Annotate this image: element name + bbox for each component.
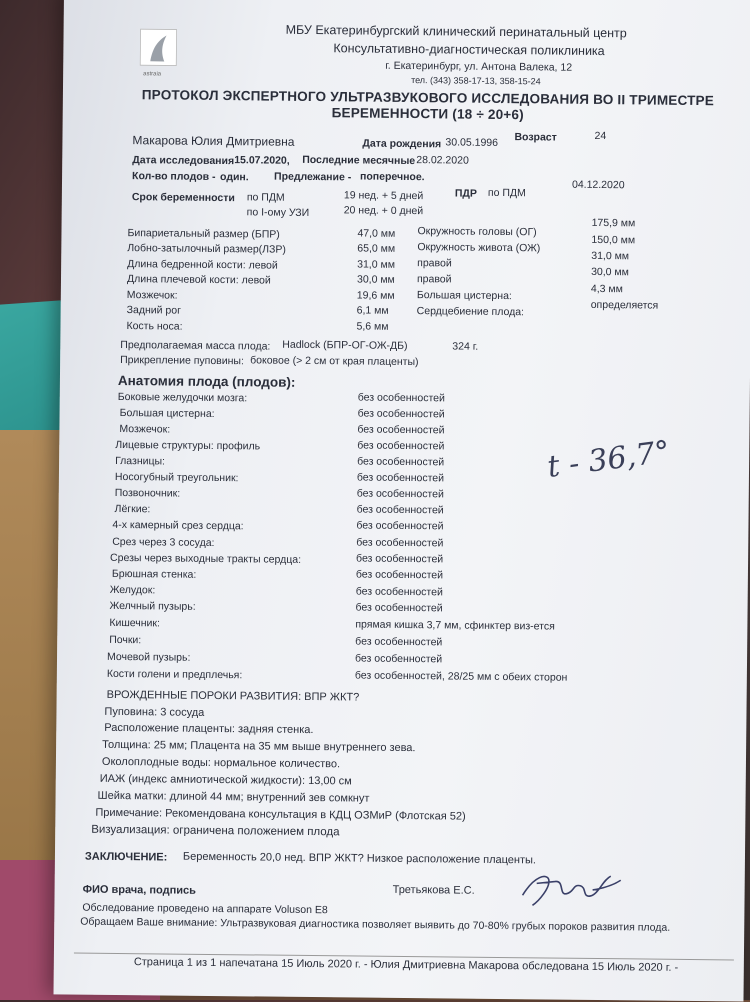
bio-left-label: Длина плечевой кости: левой — [126, 273, 271, 287]
astraia-logo-icon — [138, 27, 178, 67]
finding-line: Околоплодные воды: нормальное количество. — [101, 755, 341, 771]
finding-line: Толщина: 25 мм; Плацента на 35 мм выше внутреннего зева. — [102, 738, 416, 755]
lmp-label: Последние месячные — [302, 153, 416, 168]
bio-right-label: правой — [416, 273, 452, 286]
bio-left-label: Длина бедренной кости: левой — [127, 258, 278, 272]
presentation-value: поперечное. — [360, 170, 425, 184]
anatomy-value: без особенностей — [356, 487, 444, 501]
bio-left-value: 5,6 мм — [356, 320, 389, 333]
bio-left-value: 47,0 мм — [357, 227, 396, 240]
conclusion-text: Беременность 20,0 нед. ВПР ЖКТ? Низкое расположение плаценты. — [182, 850, 537, 867]
bio-right-label: Сердцебиение плода: — [416, 305, 525, 319]
patient-name: Макарова Юлия Дмитриевна — [132, 133, 295, 149]
anatomy-label: Большая цистерна: — [119, 406, 215, 420]
finding-line: Примечание: Рекомендована консультация в КДЦ ОЗМиР (Флотская 52) — [95, 806, 466, 823]
bio-right-value: 175,9 мм — [591, 216, 636, 230]
bio-left-label: Мозжечок: — [126, 289, 178, 302]
term-us-value: 20 нед. + 0 дней — [343, 204, 424, 218]
handwritten-temperature: t - 36,7° — [545, 434, 672, 485]
bio-left-value: 31,0 мм — [357, 258, 396, 271]
org-address: г. Екатеринбург, ул. Антона Валека, 12 — [385, 59, 573, 74]
bio-left-value: 65,0 мм — [357, 242, 396, 255]
anatomy-value: без особенностей — [357, 391, 445, 405]
bio-right-value: 30,0 мм — [591, 265, 629, 279]
anatomy-label: Срез через 3 сосуда: — [112, 535, 215, 549]
finding-line: Расположение плаценты: задняя стенка. — [104, 721, 314, 737]
anatomy-value: без особенностей — [355, 568, 444, 582]
bio-right-value: 4,3 мм — [590, 282, 623, 296]
anatomy-label: Позвоночник: — [114, 486, 181, 500]
anatomy-heading: Анатомия плода (плодов): — [117, 372, 296, 390]
anatomy-value: без особенностей — [355, 601, 443, 615]
bio-right-label: Окружность живота (ОЖ) — [417, 241, 541, 255]
anatomy-label: Желудок: — [109, 583, 156, 597]
anatomy-value: без особенностей — [356, 471, 445, 485]
fetus-label: Кол-во плодов - — [132, 170, 216, 183]
anatomy-label: Срезы через выходные тракты сердца: — [110, 551, 302, 566]
age-label: Возраст — [514, 131, 557, 144]
page-footer: Страница 1 из 1 напечатана 15 Июль 2020 г. - Юлия Дмитриевна Макарова обследована 15 Июль 2020 г. - — [133, 956, 679, 974]
bio-right-value: 150,0 мм — [591, 233, 636, 247]
anatomy-value: без особенностей — [354, 652, 443, 666]
finding-line: Шейка матки: длиной 44 мм; внутренний зев сомкнут — [97, 789, 370, 805]
anatomy-value: без особенностей — [357, 455, 445, 469]
cord-value: боковое (> 2 см от края плаценты) — [250, 354, 419, 369]
page-title: ПРОТОКОЛ ЭКСПЕРТНОГО УЛЬТРАЗВУКОВОГО ИССЛЕДОВАНИЯ ВО II ТРИМЕСТРЕ БЕРЕМЕННОСТИ (18 ÷ 20+6) — [141, 87, 715, 123]
logo-text: astraia — [143, 71, 162, 78]
exam-date-value: 15.07.2020, — [234, 154, 290, 167]
term-label: Срок беременности — [131, 191, 235, 205]
anatomy-value: без особенностей — [356, 519, 444, 533]
bio-right-label: правой — [417, 257, 452, 270]
bio-left-label: Кость носа: — [126, 320, 183, 333]
edd-value: 04.12.2020 — [571, 178, 625, 192]
bio-left-label: Задний рог — [126, 304, 182, 317]
doctor-label: ФИО врача, подпись — [82, 883, 197, 897]
bio-right-label: Окружность головы (ОГ) — [417, 225, 537, 239]
dob-value: 30.05.1996 — [445, 136, 499, 149]
bio-left-label: Бипариетальный размер (БПР) — [127, 227, 280, 241]
anatomy-label: Почки: — [109, 633, 142, 647]
anatomy-value: без особенностей — [357, 407, 445, 421]
finding-line: ИАЖ (индекс амниотической жидкости): 13,00 см — [99, 772, 352, 788]
exam-date-label: Дата исследования — [132, 154, 235, 168]
bio-right-value: 31,0 мм — [591, 249, 630, 263]
anatomy-value: без особенностей — [356, 503, 444, 517]
edd-label: ПДР — [454, 187, 478, 200]
anatomy-label: Глазницы: — [115, 454, 166, 468]
warning-note: Обращаем Ваше внимание: Ультразвуковая диагностика позволяет выявить до 70-80% грубых пороков развития плода. — [80, 915, 671, 934]
fetal-mass-method: Hadlock (БПР-ОГ-ОЖ-ДБ) — [282, 338, 408, 353]
anatomy-value: без особенностей, 28/25 мм с обеих сторон — [354, 669, 568, 684]
fetal-mass-value: 324 г. — [452, 340, 479, 353]
anatomy-label: 4-х камерный срез сердца: — [112, 518, 244, 533]
term-lmp-label: по ПДМ — [246, 191, 285, 204]
fetal-mass-label: Предполагаемая масса плода: — [120, 338, 271, 353]
anatomy-value: без особенностей — [357, 423, 445, 437]
anatomy-value: без особенностей — [356, 536, 444, 550]
anatomy-label: Носогубный треугольник: — [114, 470, 239, 485]
finding-line: Визуализация: ограничена положением плода — [91, 823, 340, 839]
age-value: 24 — [594, 129, 607, 143]
bio-right-value: определяется — [590, 298, 659, 312]
bio-left-value: 19,6 мм — [356, 289, 395, 302]
finding-line: Пуповина: 3 сосуда — [104, 705, 205, 719]
anatomy-label: Мозжечок: — [119, 422, 171, 436]
org-line2: Консультативно-диагностическая поликлиника — [333, 41, 605, 59]
anatomy-value: без особенностей — [357, 439, 445, 453]
anatomy-label: Мочевой пузырь: — [106, 650, 191, 664]
anatomy-label: Кишечник: — [109, 616, 161, 630]
term-lmp-value: 19 нед. + 5 дней — [343, 189, 424, 203]
org-line1: МБУ Екатеринбургский клинический перинатальный центр — [285, 22, 627, 41]
finding-line: ВРОЖДЕННЫЕ ПОРОКИ РАЗВИТИЯ: ВПР ЖКТ? — [106, 688, 360, 704]
anatomy-label: Лёгкие: — [114, 502, 151, 516]
term-us-label: по I-ому УЗИ — [246, 206, 310, 219]
anatomy-label: Брюшная стенка: — [111, 567, 197, 581]
device-note: Обследование проведено на аппарате Voluson E8 — [82, 901, 328, 917]
doctor-name: Третьякова Е.С. — [392, 883, 475, 897]
edd-by-label: по ПДМ — [487, 186, 526, 200]
anatomy-label: Боковые желудочки мозга: — [117, 390, 248, 405]
fetus-value: один. — [220, 171, 249, 184]
anatomy-value: прямая кишка 3,7 мм, сфинктер виз-ется — [355, 618, 555, 633]
anatomy-value: без особенностей — [355, 585, 443, 599]
anatomy-label: Лицевые структуры: профиль — [115, 438, 261, 453]
cord-label: Прикрепление пуповины: — [120, 353, 244, 368]
lmp-value: 28.02.2020 — [416, 154, 469, 167]
protocol-sheet — [54, 0, 750, 1002]
presentation-label: Предлежание - — [274, 170, 352, 184]
bio-left-value: 30,0 мм — [356, 273, 395, 286]
anatomy-value: без особенностей — [355, 635, 443, 649]
bio-left-value: 6,1 мм — [356, 304, 389, 317]
anatomy-value: без особенностей — [356, 552, 444, 566]
org-phone: тел. (343) 358-17-13, 358-15-24 — [411, 75, 541, 87]
bio-right-label: Большая цистерна: — [416, 289, 512, 303]
bio-left-label: Лобно-затылочный размер(ЛЗР) — [127, 242, 287, 256]
anatomy-label: Кости голени и предплечья: — [106, 667, 243, 682]
anatomy-label: Желчный пузырь: — [109, 599, 196, 613]
conclusion-label: ЗАКЛЮЧЕНИЕ: — [84, 850, 168, 864]
doctor-signature-icon — [514, 865, 625, 916]
dob-label: Дата рождения — [362, 137, 442, 151]
